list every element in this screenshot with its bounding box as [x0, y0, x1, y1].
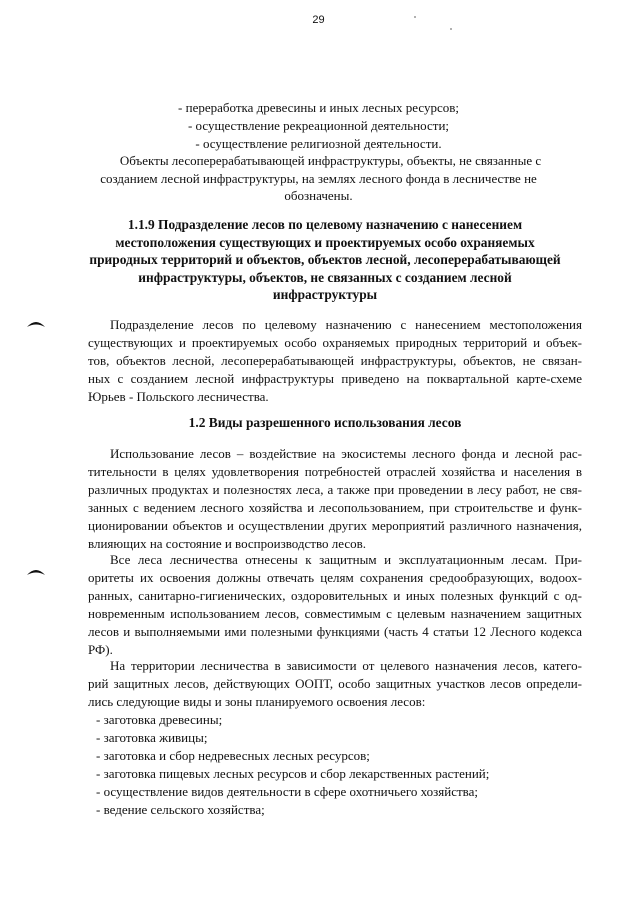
list-item: - заготовка живицы;: [96, 730, 208, 745]
paragraph-line: занных с ведением лесного хозяйства и лесопользованием, при строительстве и функ-: [88, 500, 582, 515]
scan-speck: [414, 16, 416, 18]
paragraph-line: тительности в целях удовлетворения потребностей отраслей хозяйства и населения в: [88, 464, 582, 479]
section-heading-line: местоположения существующих и проектируемых особо охраняемых: [115, 235, 535, 250]
list-item: - заготовка и сбор недревесных лесных ресурсов;: [96, 748, 370, 763]
paragraph-line: ных с созданием лесной инфраструктуры приведено на поквартальной карте-схеме: [88, 371, 582, 386]
list-item: - заготовка древесины;: [96, 712, 223, 727]
paragraph-line: Использование лесов – воздействие на экосистемы лесного фонда и лесной рас-: [110, 446, 582, 461]
paragraph-line: Юрьев - Польского лесничества.: [88, 389, 269, 404]
list-item: - ведение сельского хозяйства;: [96, 802, 265, 817]
paragraph-line: рий защитных лесов, действующих ООПТ, особо защитных участков лесов определи-: [88, 676, 582, 691]
binder-hole-mark-icon: [26, 318, 46, 328]
paragraph-line: Все леса лесничества отнесены к защитным и эксплуатационным лесам. При-: [110, 552, 582, 567]
paragraph-line: лись следующие виды и зоны планируемого освоения лесов:: [88, 694, 426, 709]
paragraph-line: существующих и проектируемых особо охраняемых природных территорий и объек-: [88, 335, 582, 350]
paragraph-line: На территории лесничества в зависимости от целевого назначения лесов, катего-: [110, 658, 582, 673]
top-list-item: - осуществление религиозной деятельности.: [195, 136, 442, 151]
objects-line: Объекты лесоперерабатывающей инфраструктуры, объекты, не связанные с: [119, 153, 542, 168]
paragraph-line: оритеты их освоения должны отвечать целям сохранения средообразующих, водоох-: [88, 570, 582, 585]
list-item: - заготовка пищевых лесных ресурсов и сбор лекарственных растений;: [96, 766, 490, 781]
paragraph-line: Подразделение лесов по целевому назначению с нанесением местоположения: [110, 317, 582, 332]
paragraph-line: РФ).: [88, 642, 113, 657]
section-heading-line: природных территорий и объектов, объектов лесной, лесоперерабатывающей: [89, 252, 561, 267]
paragraph-line: ранных, санитарно-гигиенических, оздоровительных и иных полезных функций с од-: [88, 588, 582, 603]
section-heading-line: инфраструктуры: [272, 287, 378, 302]
list-item: - осуществление видов деятельности в сфере охотничьего хозяйства;: [96, 784, 478, 799]
scan-speck: [450, 28, 452, 30]
section-heading: 1.2 Виды разрешенного использования лесов: [188, 415, 462, 430]
binder-hole-mark-icon: [26, 566, 46, 576]
paragraph-line: ционировании объектов и осуществлении других мероприятий различного назначения,: [88, 518, 582, 533]
top-list-item: - осуществление рекреационной деятельности;: [187, 118, 450, 133]
paragraph-line: влияющих на состояние и воспроизводство лесов.: [88, 536, 367, 551]
paragraph-line: новременным использованием лесов, совместимым с целевым назначением защитных: [88, 606, 582, 621]
paragraph-line: тов, объектов лесной, лесоперерабатывающей инфраструктуры, объектов, не связан-: [88, 353, 582, 368]
paragraph-line: лесов и выполняемыми ими полезными функциями (часть 4 статьи 12 Лесного кодекса: [88, 624, 582, 639]
objects-line: созданием лесной инфраструктуры, на землях лесного фонда в лесничестве не: [100, 171, 537, 186]
objects-line: обозначены.: [284, 188, 353, 203]
section-heading-line: инфраструктуры, объектов, не связанных с созданием лесной: [138, 270, 512, 285]
section-heading-line: 1.1.9 Подразделение лесов по целевому назначению с нанесением: [127, 217, 523, 232]
paragraph-line: различных продуктах и полезностях леса, а также при проведении в лесу работ, не свя-: [88, 482, 582, 497]
page-number: 29: [312, 14, 325, 26]
top-list-item: - переработка древесины и иных лесных ресурсов;: [178, 100, 459, 115]
